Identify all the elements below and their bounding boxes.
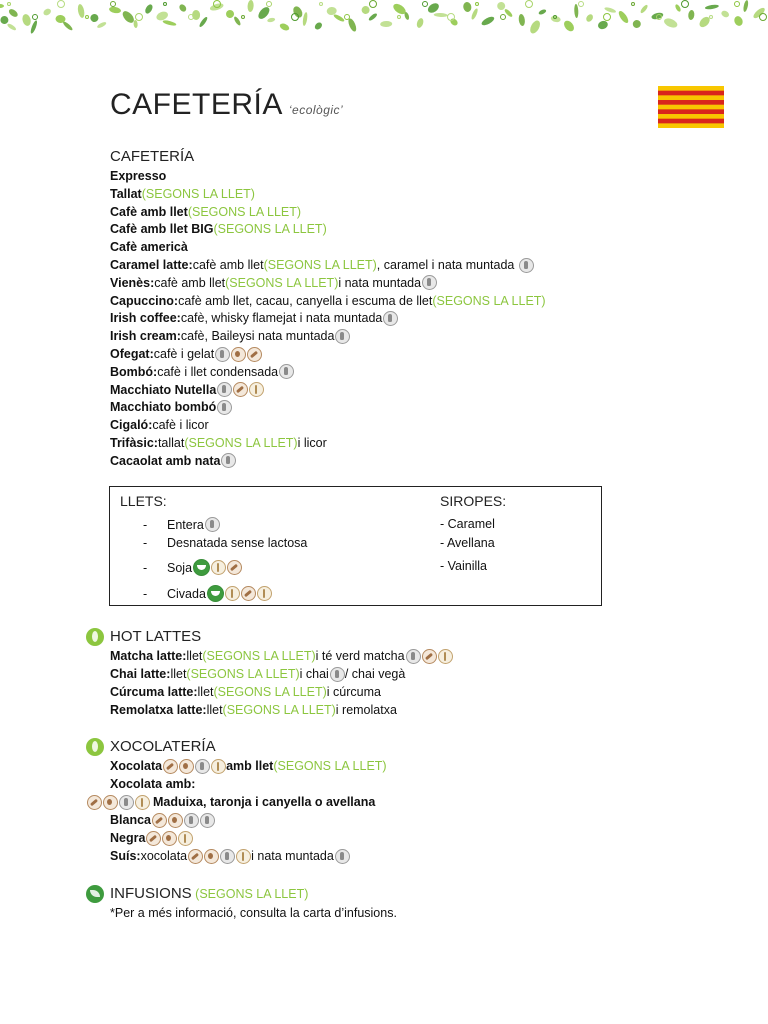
list-item <box>110 758 387 774</box>
list-item <box>110 346 262 362</box>
item-desc: cafè i llet condensada <box>157 364 279 379</box>
milk-icon <box>200 813 215 828</box>
llet-option <box>143 536 307 550</box>
item-note: (SEGONS LA LLET) <box>141 186 255 201</box>
list-item <box>110 648 453 664</box>
llet-label: Soja <box>167 560 193 575</box>
item-desc: i nata muntada <box>251 849 334 863</box>
bullet-dash: - <box>143 536 148 550</box>
list-item <box>110 702 397 718</box>
item-name: Cúrcuma latte: <box>110 685 198 699</box>
soy-icon <box>163 759 178 774</box>
item-name: Tallat <box>110 186 142 201</box>
xocolateria-heading: XOCOLATERÍA <box>110 738 216 755</box>
item-desc: i té verd matcha <box>315 649 405 663</box>
item-name: Xocolata <box>110 759 163 773</box>
leaf-icon <box>86 628 104 646</box>
milk-icon <box>330 667 345 682</box>
llet-label: Entera <box>167 517 204 532</box>
gluten-icon <box>225 586 240 601</box>
gluten-icon <box>438 649 453 664</box>
bullet-dash: - <box>143 586 148 601</box>
item-desc: i chai <box>299 667 329 681</box>
item-note: (SEGONS LA LLET) <box>186 667 300 681</box>
milk-icon <box>279 364 294 379</box>
item-name: Caramel latte: <box>110 258 193 272</box>
milk-icon <box>184 813 199 828</box>
llets-heading: LLETS: <box>120 493 167 509</box>
sirope-option: - Caramel <box>440 517 495 531</box>
gluten-icon <box>211 759 226 774</box>
item-name: Irish cream: <box>110 329 181 344</box>
nut-icon <box>103 795 118 810</box>
vegan-icon <box>193 559 210 576</box>
soy-icon <box>233 382 248 397</box>
infusions-title: INFUSIONS <box>110 885 192 902</box>
item-note: (SEGONS LA LLET) <box>213 685 327 699</box>
nut-icon <box>168 813 183 828</box>
item-name: Maduixa, taronja i canyella o avellana <box>153 795 376 809</box>
item-name: Macchiato Nutella <box>110 382 217 397</box>
milk-icon <box>221 453 236 468</box>
milk-icon <box>215 347 230 362</box>
nut-icon <box>179 759 194 774</box>
flag-stripe <box>658 100 724 105</box>
list-item <box>110 310 398 326</box>
item-name: Cacaolat amb nata <box>110 453 221 468</box>
flag-stripe <box>658 119 724 124</box>
milk-icon <box>119 795 134 810</box>
item-desc: i cúrcuma <box>326 685 381 699</box>
item-desc: , caramel i nata muntada <box>376 258 515 272</box>
item-name: Capuccino: <box>110 293 179 308</box>
item-desc: i remolatxa <box>335 703 397 717</box>
title-subtitle: ‘ecològic’ <box>288 103 344 117</box>
list-item: Xocolata amb: <box>110 777 196 791</box>
item-desc: cafè i gelat <box>153 347 215 361</box>
infusions-info: *Per a més informació, consulta la carta d’infusions. <box>110 906 397 920</box>
list-item <box>110 168 166 184</box>
infusions-note: (SEGONS LA LLET) <box>191 887 309 901</box>
list-item <box>110 186 255 202</box>
list-item <box>110 239 188 255</box>
list-item <box>110 399 232 415</box>
infusions-heading <box>110 885 308 902</box>
title-text: CAFETERÍA <box>110 88 283 121</box>
soy-icon <box>188 849 203 864</box>
milk-icon <box>422 275 437 290</box>
llet-option <box>143 585 272 602</box>
leaf-icon <box>86 738 104 756</box>
item-desc: cafè, whisky flamejat i nata muntada <box>180 311 383 326</box>
item-name: Expresso <box>110 169 167 183</box>
soy-icon <box>152 813 167 828</box>
nut-icon <box>204 849 219 864</box>
item-note: (SEGONS LA LLET) <box>213 222 327 237</box>
item-name: Suís: <box>110 849 141 863</box>
item-desc: tallat <box>157 436 185 450</box>
gluten-icon <box>257 586 272 601</box>
item-name: Cafè amb llet <box>110 204 188 219</box>
list-item <box>110 684 381 700</box>
item-desc: cafè amb llet, cacau, canyella i escuma de llet <box>178 293 433 308</box>
milk-icon <box>195 759 210 774</box>
cafeteria-heading: CAFETERÍA <box>110 148 195 165</box>
milk-icon <box>335 329 350 344</box>
item-desc: cafè i licor <box>152 418 209 433</box>
soy-icon <box>146 831 161 846</box>
soy-icon <box>87 795 102 810</box>
item-name: Negra <box>110 831 146 845</box>
item-name: Cigaló: <box>110 418 153 433</box>
soy-icon <box>241 586 256 601</box>
list-item <box>110 257 534 273</box>
milk-icon <box>205 517 220 532</box>
item-desc: amb llet <box>226 759 274 773</box>
nut-icon <box>231 347 246 362</box>
milk-icon <box>220 849 235 864</box>
item-note: (SEGONS LA LLET) <box>202 649 316 663</box>
list-item <box>110 812 215 828</box>
vegan-icon <box>207 585 224 602</box>
item-name: Blanca <box>110 813 151 827</box>
item-note: (SEGONS LA LLET) <box>222 703 336 717</box>
list-item <box>110 417 209 433</box>
item-desc: i nata muntada <box>251 329 335 344</box>
catalan-flag <box>658 86 724 128</box>
milk-icon <box>383 311 398 326</box>
item-note: (SEGONS LA LLET) <box>432 293 546 308</box>
item-desc: / chai vegà <box>344 667 406 681</box>
gluten-icon <box>249 382 264 397</box>
item-desc: cafè amb llet <box>154 275 226 290</box>
page-title <box>110 88 343 122</box>
gluten-icon <box>211 560 226 575</box>
item-note: (SEGONS LA LLET) <box>187 204 302 219</box>
llet-label: Desnatada sense lactosa <box>167 536 308 550</box>
item-desc: i licor <box>297 436 327 450</box>
item-name: Ofegat: <box>110 347 154 361</box>
list-item <box>110 275 437 291</box>
item-note: (SEGONS LA LLET) <box>263 258 377 272</box>
soy-icon <box>422 649 437 664</box>
item-name: Chai latte: <box>110 667 171 681</box>
item-desc: cafè amb llet <box>192 258 264 272</box>
llet-option <box>143 559 242 576</box>
item-desc: i nata muntada <box>338 275 422 290</box>
list-item <box>110 293 546 309</box>
item-desc: llet <box>170 667 187 681</box>
list-item <box>110 666 405 682</box>
gluten-icon <box>135 795 150 810</box>
item-note: (SEGONS LA LLET) <box>225 275 339 290</box>
bullet-dash: - <box>143 560 148 575</box>
sirope-option: - Vainilla <box>440 559 488 573</box>
item-name: Cafè amb llet BIG <box>110 222 214 237</box>
item-desc: llet <box>186 649 203 663</box>
flag-stripe <box>658 109 724 114</box>
list-item <box>110 453 236 469</box>
list-item <box>110 435 327 451</box>
gluten-icon <box>236 849 251 864</box>
item-name: Matcha latte: <box>110 649 187 663</box>
item-note: (SEGONS LA LLET) <box>184 436 298 450</box>
llet-label: Civada <box>167 586 206 601</box>
milk-icon <box>217 382 232 397</box>
item-name: Vienès: <box>110 275 155 290</box>
list-item <box>86 794 375 810</box>
item-name: Cafè americà <box>110 240 188 255</box>
item-name: Macchiato bombó <box>110 400 217 415</box>
soy-icon <box>247 347 262 362</box>
siropes-heading: SIROPES: <box>440 493 507 509</box>
item-desc: llet <box>206 703 223 717</box>
milk-icon <box>519 258 534 273</box>
item-name: Irish coffee: <box>110 311 181 326</box>
llet-option <box>143 517 220 532</box>
soy-icon <box>227 560 242 575</box>
item-name: Trifàsic: <box>110 436 158 450</box>
milk-icon <box>217 400 232 415</box>
nut-icon <box>162 831 177 846</box>
list-item <box>110 364 294 380</box>
item-note: (SEGONS LA LLET) <box>273 759 387 773</box>
bullet-dash: - <box>143 517 148 532</box>
list-item <box>110 204 301 220</box>
list-item <box>110 830 193 846</box>
milk-icon <box>335 849 350 864</box>
list-item <box>110 848 350 864</box>
hot-lattes-heading: HOT LATTES <box>110 628 202 645</box>
sirope-option: - Avellana <box>440 536 495 550</box>
leaf-banner <box>0 0 768 34</box>
milk-icon <box>406 649 421 664</box>
item-name: Remolatxa latte: <box>110 703 207 717</box>
item-desc: cafè, Baileys <box>180 329 252 344</box>
list-item <box>110 328 350 344</box>
tea-leaf-icon <box>86 885 104 903</box>
gluten-icon <box>178 831 193 846</box>
item-name: Bombó: <box>110 364 158 379</box>
flag-stripe <box>658 91 724 96</box>
list-item <box>110 382 264 398</box>
list-item <box>110 221 327 237</box>
options-box <box>109 486 602 606</box>
item-desc: xocolata <box>140 849 188 863</box>
item-desc: llet <box>197 685 214 699</box>
